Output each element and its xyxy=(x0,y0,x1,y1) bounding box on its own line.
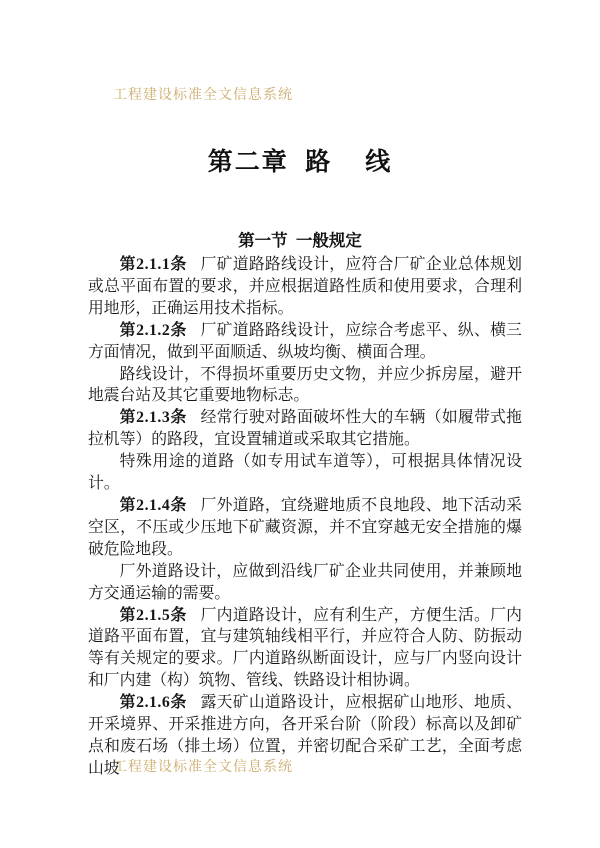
clause-number: 第2.1.6条 xyxy=(119,694,188,712)
clause-number: 第2.1.3条 xyxy=(119,409,188,427)
clause-text: 厂矿道路路线设计，应综合考虑平、纵、横三方面情况，做到平面顺适、纵坡均衡、横面合理。 xyxy=(88,321,522,361)
clause-text: 经常行驶对路面破坏性大的车辆（如履带式拖拉机等）的路段，宜设置辅道或采取其它措施。 xyxy=(88,409,522,449)
clause-text: 厂矿道路路线设计，应符合厂矿企业总体规划或总平面布置的要求，并应根据道路性质和使用要求，合理利用地形，正确运用技术指标。 xyxy=(88,256,522,317)
clause-text: 露天矿山道路设计，应根据矿山地形、地质、开采境界、开采推进方向，各开采台阶（阶段）标高以及卸矿点和废石场（排土场）位置，并密切配合采矿工艺，全面考虑山坡 xyxy=(88,694,522,777)
clause-paragraph xyxy=(88,254,522,320)
clause-number: 第2.1.1条 xyxy=(119,256,188,273)
clause-paragraph xyxy=(88,451,522,495)
chapter-title: 第二章 路 线 xyxy=(207,149,393,176)
clause-text: 厂外道路设计，应做到沿线厂矿企业共同使用，并兼顾地方交通运输的需要。 xyxy=(88,562,522,602)
clause-number: 第2.1.4条 xyxy=(119,496,188,514)
clause-paragraph xyxy=(88,407,522,451)
clause-text: 特殊用途的道路（如专用试车道等），可根据具体情况设计。 xyxy=(88,453,522,493)
clause-paragraph xyxy=(88,561,522,605)
clause-number: 第2.1.5条 xyxy=(119,606,188,624)
clause-text: 厂内道路设计，应有利生产，方便生活。厂内道路平面布置，宜与建筑轴线相平行，并应符合人防、防振动等有关规定的要求。厂内道路纵断面设计，应与厂内竖向设计和厂内建（构）筑物、管线、铁路设计相协调。 xyxy=(88,606,522,690)
clause-paragraph xyxy=(88,605,522,693)
clause-text: 厂外道路，宜绕避地质不良地段、地下活动采空区，不压或少压地下矿藏资源，并不宜穿越无安全措施的爆破危险地段。 xyxy=(88,496,522,558)
body-text xyxy=(88,254,522,780)
clause-paragraph xyxy=(88,495,522,561)
clause-paragraph xyxy=(88,320,522,364)
section-title: 第一节 一般规定 xyxy=(238,231,362,250)
header-watermark: 工程建设标准全文信息系统 xyxy=(113,86,293,102)
footer-watermark: 工程建设标准全文信息系统 xyxy=(113,758,293,774)
clause-paragraph xyxy=(88,364,522,408)
clause-text: 路线设计，不得损坏重要历史文物，并应少拆房屋，避开地震台站及其它重要地物标志。 xyxy=(88,365,522,405)
clause-number: 第2.1.2条 xyxy=(119,321,188,339)
